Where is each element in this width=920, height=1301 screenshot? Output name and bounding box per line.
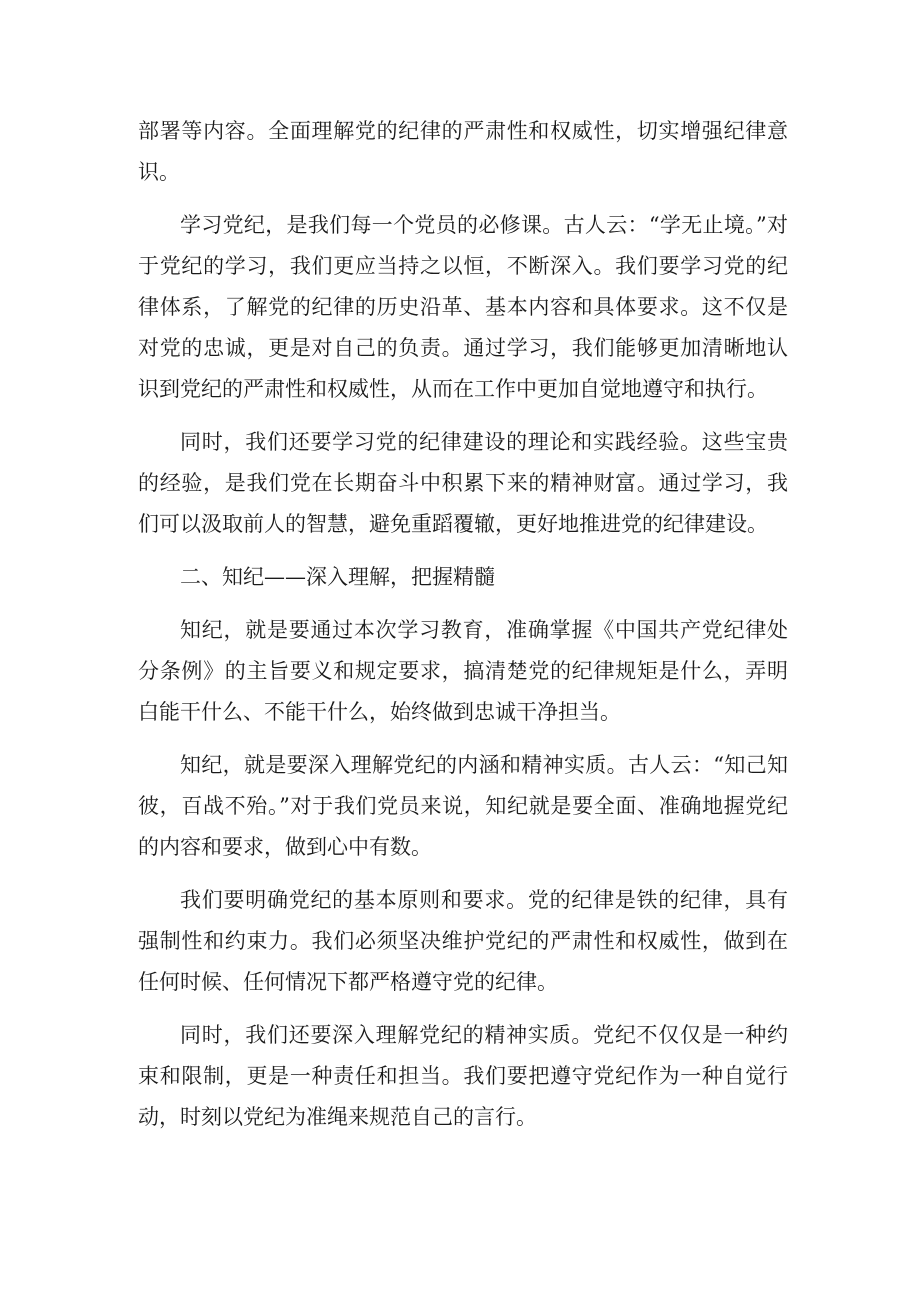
paragraph-discipline-principles: 我们要明确党纪的基本原则和要求。党的纪律是铁的纪律，具有强制性和约束力。我们必须坚决维护党纪的严肃性和权威性，做到在任何时候、任何情况下都严格遵守党的纪律。 [138, 888, 788, 994]
paragraph-discipline-spirit: 同时，我们还要深入理解党纪的精神实质。党纪不仅仅是一种约束和限制，更是一种责任和担当。我们要把遵守党纪作为一种自觉行动，时刻以党纪为准绳来规范自己的言行。 [138, 1023, 788, 1129]
section-heading-know-discipline: 二、知纪——深入理解，把握精髓 [180, 565, 495, 589]
paragraph-study-discipline: 学习党纪，是我们每一个党员的必修课。古人云：“学无止境。”对于党纪的学习，我们更应当持之以恒，不断深入。我们要学习党的纪律体系，了解党的纪律的历史沿革、基本内容和具体要求。这不仅是对党的忠诚，更是对自己的负责。通过学习，我们能够更加清晰地认识到党纪的严肃性和权威性，从而在工作中更加自觉地遵守和执行。 [138, 213, 788, 401]
paragraph-discipline-experience: 同时，我们还要学习党的纪律建设的理论和实践经验。这些宝贵的经验，是我们党在长期奋斗中积累下来的精神财富。通过学习，我们可以汲取前人的智慧，避免重蹈覆辙，更好地推进党的纪律建设。 [138, 430, 788, 536]
document-body [138, 111, 788, 1150]
paragraph-continued: 部署等内容。全面理解党的纪律的严肃性和权威性，切实增强纪律意识。 [138, 119, 788, 184]
paragraph-know-discipline-essence: 知纪，就是要深入理解党纪的内涵和精神实质。古人云：“知己知彼，百战不殆。”对于我们党员来说，知纪就是要全面、准确地握党纪的内容和要求，做到心中有数。 [138, 753, 788, 859]
paragraph-know-discipline-regulations: 知纪，就是要通过本次学习教育，准确掌握《中国共产党纪律处分条例》的主旨要义和规定要求，搞清楚党的纪律规矩是什么，弄明白能干什么、不能干什么，始终做到忠诚干净担当。 [138, 618, 788, 724]
